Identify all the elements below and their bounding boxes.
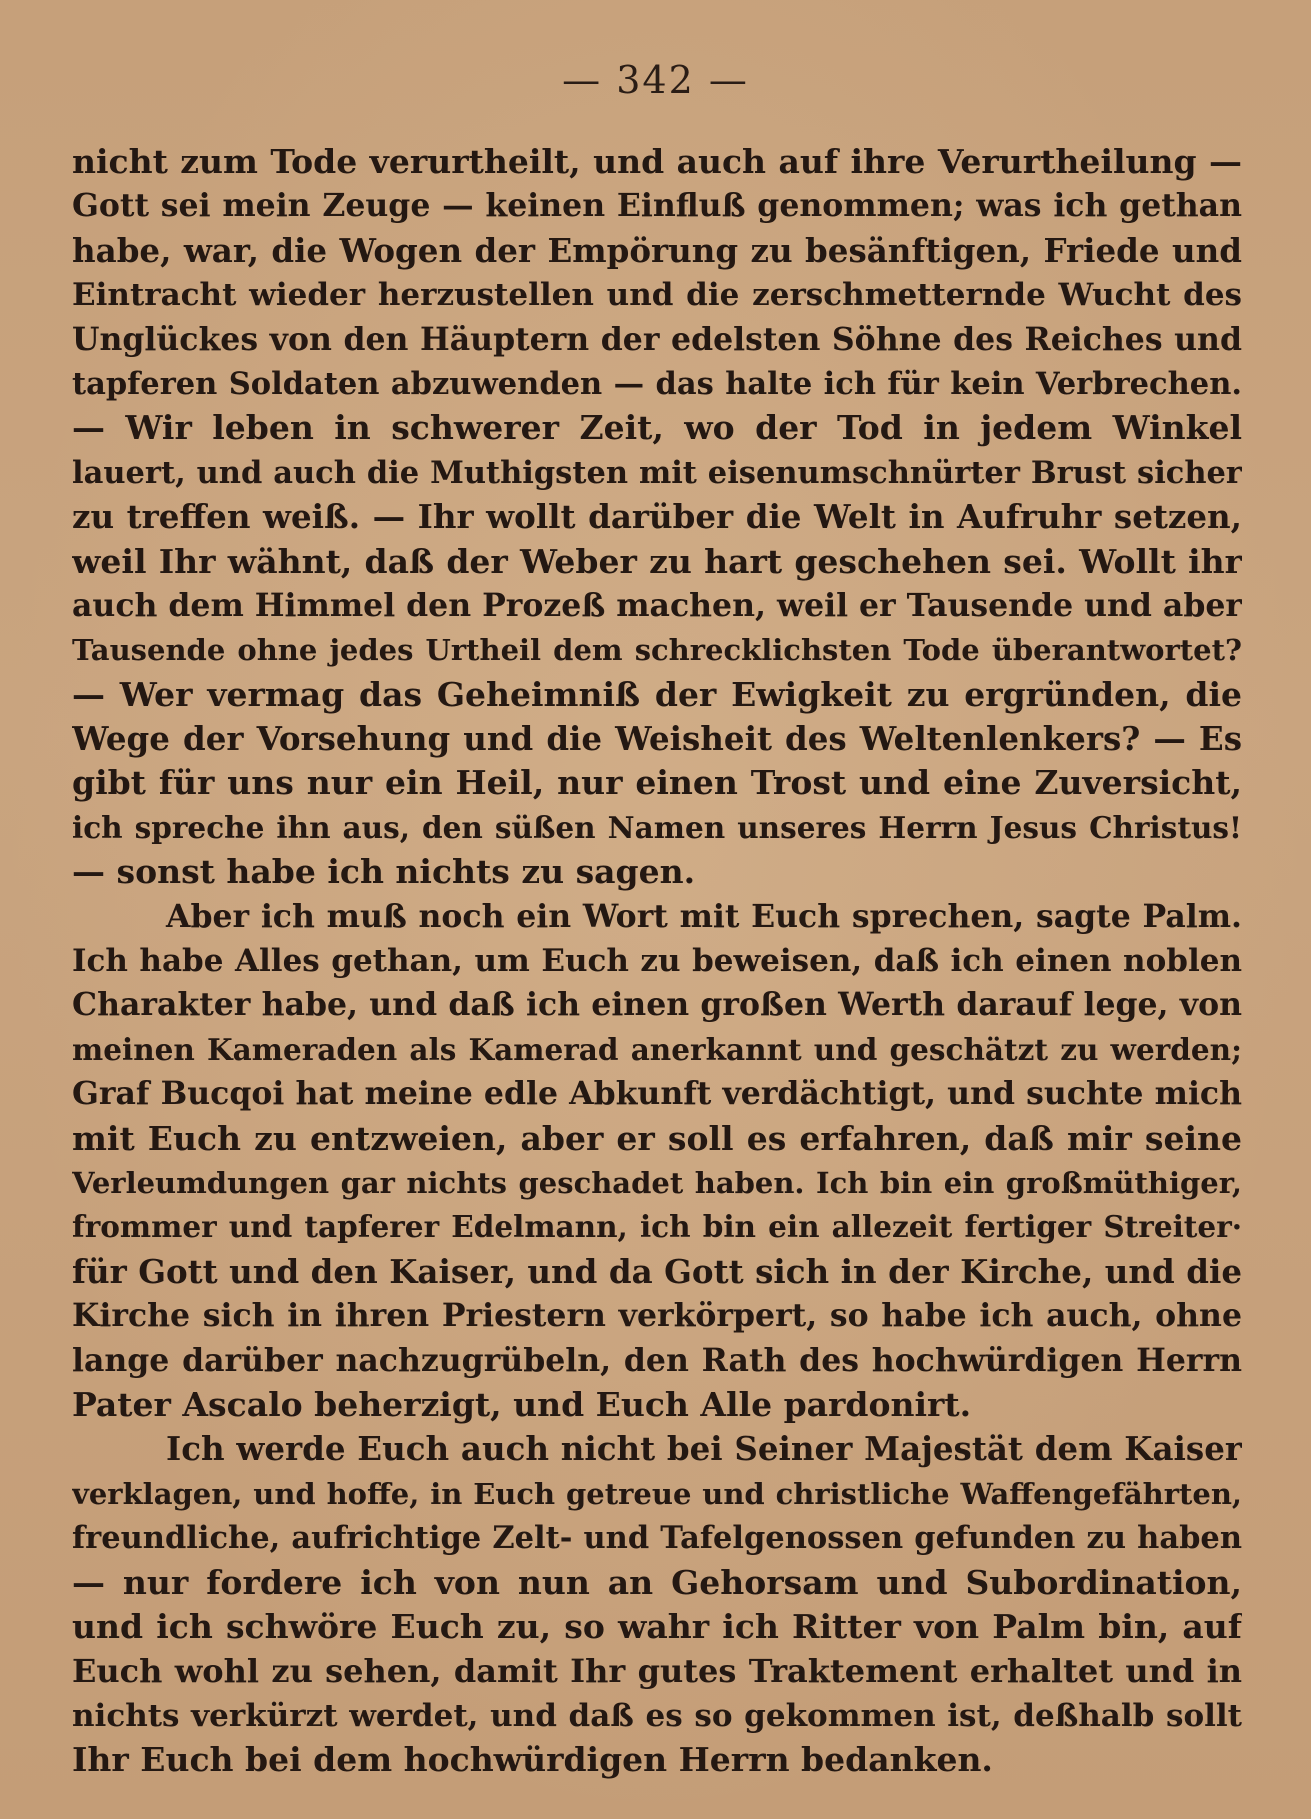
text-line: lauert, und auch die Muthigsten mit eisenumschnürter Brust sicher	[72, 454, 1242, 491]
text-line: — Wer vermag das Geheimniß der Ewigkeit zu ergründen, die	[72, 674, 1242, 714]
text-line: auch dem Himmel den Prozeß machen, weil er Tausende und aber	[72, 586, 1242, 624]
text-line: Gott sei mein Zeuge — keinen Einfluß genommen; was ich gethan	[72, 187, 1242, 225]
text-line: habe, war, die Wogen der Empörung zu besänftigen, Friede und	[72, 230, 1242, 270]
text-line: mit Euch zu entzweien, aber er soll es erfahren, daß mir seine	[72, 1118, 1242, 1158]
text-line: Kirche sich in ihren Priestern verkörpert, so habe ich auch, ohne	[72, 1297, 1242, 1335]
text-line: und ich schwöre Euch zu, so wahr ich Ritter von Palm bin, auf	[72, 1606, 1242, 1646]
text-line: tapferen Soldaten abzuwenden — das halte ich für kein Verbrechen.	[72, 365, 1242, 402]
text-line: verklagen, und hoffe, in Euch getreue und christliche Waffengefährten,	[72, 1476, 1242, 1511]
text-line: Euch wohl zu sehen, damit Ihr gutes Traktement erhaltet und in	[72, 1652, 1242, 1691]
text-line: — Wir leben in schwerer Zeit, wo der Tod in jedem Winkel	[72, 408, 1242, 448]
text-line: für Gott und den Kaiser, und da Gott sich in der Kirche, und die	[72, 1251, 1242, 1291]
text-line: nicht zum Tode verurtheilt, und auch auf ihre Verurtheilung —	[72, 142, 1242, 181]
text-line: freundliche, aufrichtige Zelt- und Tafelgenossen gefunden zu haben	[72, 1520, 1242, 1557]
text-line: — nur fordere ich von nun an Gehorsam und Subordination,	[72, 1562, 1242, 1602]
text-line-paragraph-start: Aber ich muß noch ein Wort mit Euch sprechen, sagte Palm.	[166, 897, 1242, 935]
text-line: frommer und tapferer Edelmann, ich bin ein allezeit fertiger Streiter·	[72, 1209, 1242, 1245]
text-line: ich spreche ihn aus, den süßen Namen unseres Herrn Jesus Christus!	[72, 809, 1242, 845]
text-line: gibt für uns nur ein Heil, nur einen Trost und eine Zuversicht,	[72, 763, 1242, 803]
text-line: Ich habe Alles gethan, um Euch zu beweisen, daß ich einen noblen	[72, 943, 1242, 980]
text-line-paragraph-end: Ihr Euch bei dem hochwürdigen Herrn bedanken.	[72, 1740, 993, 1780]
text-line: Verleumdungen gar nichts geschadet haben. Ich bin ein großmüthiger,	[72, 1165, 1242, 1200]
text-line-paragraph-end: Pater Ascalo beherzigt, und Euch Alle pardonirt.	[72, 1384, 972, 1424]
text-line: meinen Kameraden als Kamerad anerkannt und geschätzt zu werden;	[72, 1031, 1242, 1067]
text-line: Tausende ohne jedes Urtheil dem schrecklichsten Tode überantwortet?	[72, 633, 1242, 668]
text-line: nichts verkürzt werdet, und daß es so gekommen ist, deßhalb sollt	[72, 1697, 1242, 1734]
text-line: Eintracht wieder herzustellen und die zerschmetternde Wucht des	[72, 277, 1242, 314]
text-line-paragraph-end: — sonst habe ich nichts zu sagen.	[72, 852, 696, 892]
page-number: — 342 —	[562, 58, 749, 102]
text-line: weil Ihr wähnt, daß der Weber zu hart geschehen sei. Wollt ihr	[72, 541, 1242, 581]
text-line: Unglückes von den Häuptern der edelsten Söhne des Reiches und	[72, 320, 1242, 358]
text-line: Graf Bucqoi hat meine edle Abkunft verdächtigt, und suchte mich	[72, 1075, 1242, 1113]
text-line: Wege der Vorsehung und die Weisheit des Weltenlenkers? — Es	[72, 719, 1242, 759]
text-line: Charakter habe, und daß ich einen großen Werth darauf lege, von	[72, 986, 1242, 1024]
text-line: zu treffen weiß. — Ihr wollt darüber die Welt in Aufruhr setzen,	[72, 497, 1242, 537]
text-line-paragraph-start: Ich werde Euch auch nicht bei Seiner Majestät dem Kaiser	[166, 1429, 1242, 1469]
body-text	[72, 140, 1242, 1782]
text-line: lange darüber nachzugrübeln, den Rath des hochwürdigen Herrn	[72, 1341, 1242, 1379]
